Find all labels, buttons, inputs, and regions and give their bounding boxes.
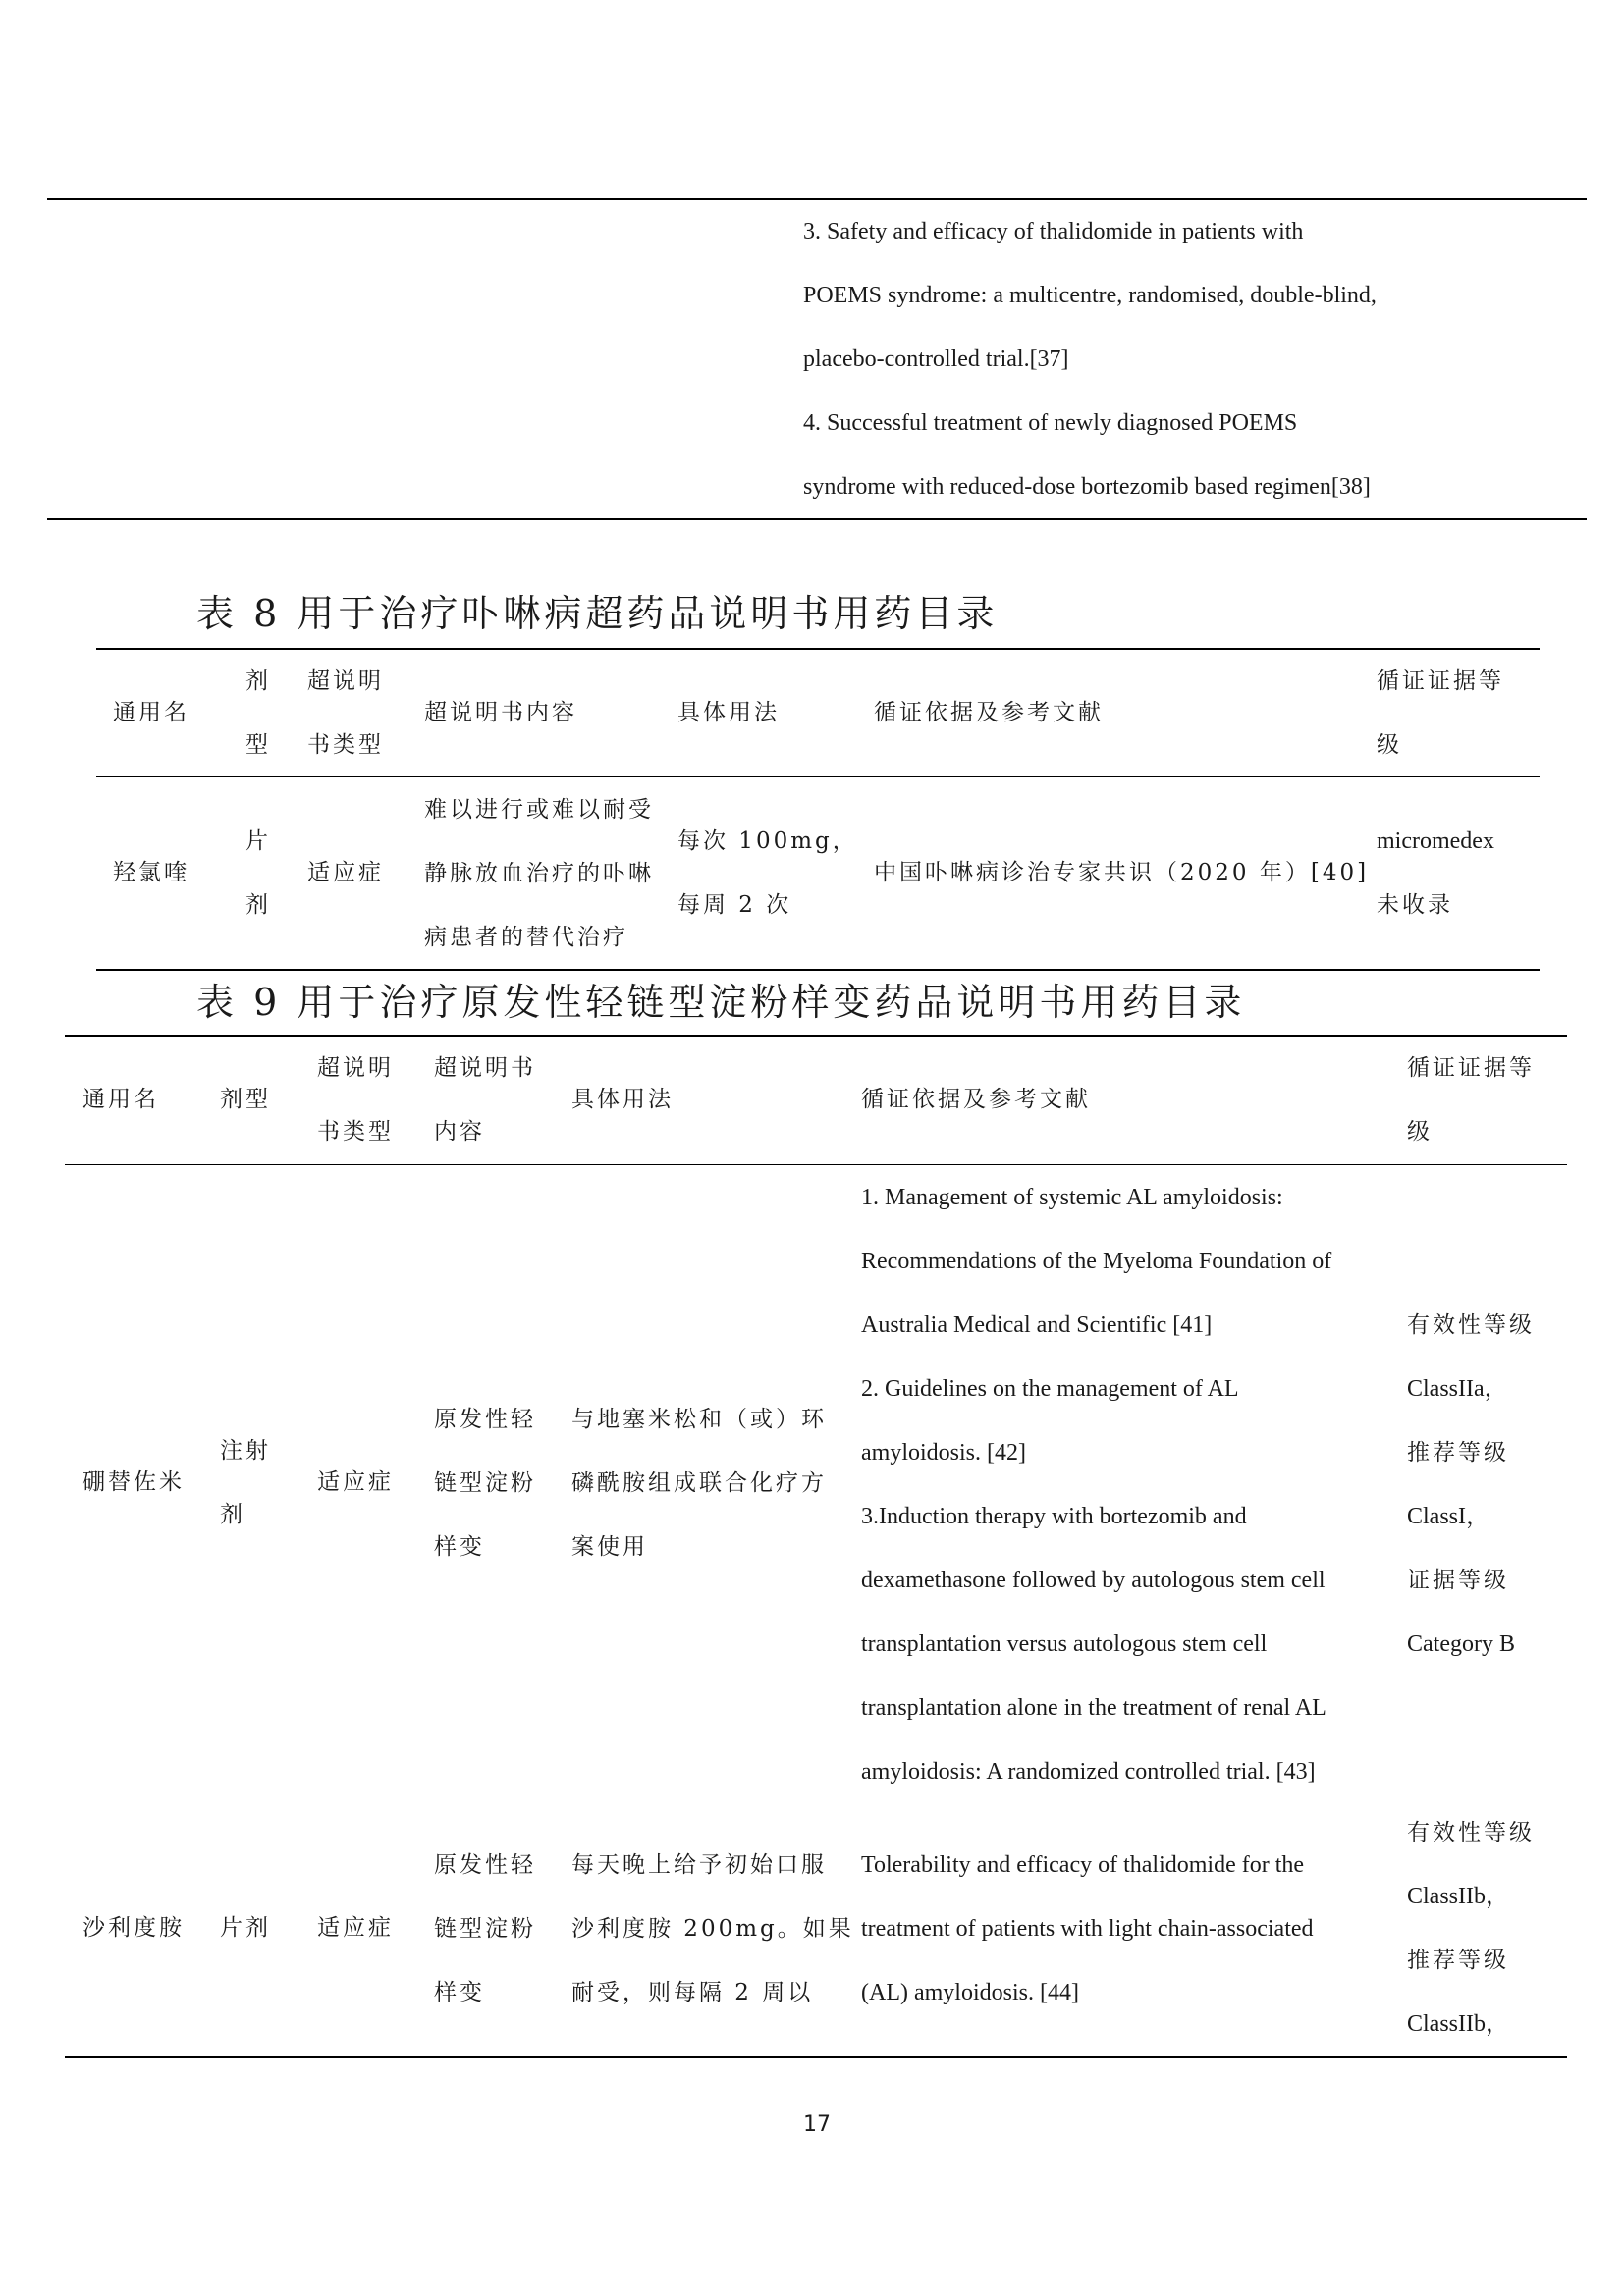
t9-h-content: 超说明书 内容 (434, 1055, 536, 1145)
t8-h-evidence: 循证依据及参考文献 (874, 700, 1104, 725)
t8-r1-content: 难以进行或难以耐受 静脉放血治疗的卟啉 病患者的替代治疗 (424, 797, 654, 950)
t9-h-level: 循证证据等 级 (1407, 1055, 1535, 1145)
t9-r2-evidence: Tolerability and efficacy of thalidomide for the treatment of patients with light chain-associated (AL) amyloidosis. [44] (861, 1852, 1314, 2005)
table9-header-rule (65, 1164, 1567, 1165)
t8-r1-level: micromedex 未收录 (1377, 828, 1494, 918)
t9-r2-type: 适应症 (317, 1915, 394, 1941)
t8-r1-name: 羟氯喹 (113, 860, 189, 885)
t9-r2-level: 有效性等级 ClassIIb， 推荐等级 ClassIIb， (1407, 1820, 1535, 2037)
ref-line: POEMS syndrome: a multicentre, randomised, double-blind, (803, 283, 1377, 308)
t9-r1-evidence: 1. Management of systemic AL amyloidosis: Recommendations of the Myeloma Foundation of Australia Medical and Scientific [41] 2. Guidelines on the management of AL amyloidosis. [42] 3.Induction therapy with bortezomib and dexamethasone followed by autologous stem cell transplantation versus autologous stem cell transplantation alone in the treatment of renal AL amyloidosis: A randomized controlled trial. [43] (861, 1185, 1332, 1785)
ref-line: 4. Successful treatment of newly diagnosed POEMS (803, 410, 1298, 436)
t8-r1-type: 适应症 (307, 860, 384, 885)
cont-refs (803, 200, 1377, 519)
t9-r1-level: 有效性等级 ClassIIa， 推荐等级 ClassI， 证据等级 Category B (1407, 1312, 1535, 1657)
t9-r2-name: 沙利度胺 (82, 1915, 185, 1941)
t8-h-level: 循证证据等 级 (1377, 668, 1504, 758)
table9-bottom-rule (65, 2056, 1567, 2058)
ref-line: 3. Safety and efficacy of thalidomide in patients with (803, 219, 1304, 244)
t8-h-content: 超说明书内容 (424, 700, 577, 725)
t9-h-form: 剂型 (220, 1087, 271, 1112)
t9-h-name: 通用名 (82, 1087, 159, 1112)
ref-line: placebo-controlled trial.[37] (803, 347, 1069, 372)
cont-bottom-rule (47, 518, 1587, 520)
t9-r1-type: 适应症 (317, 1469, 394, 1495)
t8-h-usage: 具体用法 (677, 700, 780, 725)
t9-r2-content: 原发性轻 链型淀粉 样变 (434, 1852, 536, 2005)
t8-r1-evidence: 中国卟啉病诊治专家共识（2020 年）[40] (874, 860, 1370, 885)
table9-top-rule (65, 1035, 1567, 1037)
t9-r2-usage: 每天晚上给予初始口服 沙利度胺 200mg。如果 耐受，则每隔 2 周以 (571, 1852, 854, 2005)
table8-caption: 表 8 用于治疗卟啉病超药品说明书用药目录 (196, 592, 999, 635)
table9-caption: 表 9 用于治疗原发性轻链型淀粉样变药品说明书用药目录 (196, 981, 1246, 1024)
t9-h-evidence: 循证依据及参考文献 (861, 1087, 1091, 1112)
t8-h-name: 通用名 (113, 700, 189, 725)
t8-h-type: 超说明 书类型 (307, 668, 384, 758)
table8-header-rule (96, 776, 1540, 777)
t9-r1-content: 原发性轻 链型淀粉 样变 (434, 1407, 536, 1560)
t9-h-usage: 具体用法 (571, 1087, 674, 1112)
t8-h-form: 剂 型 (245, 668, 271, 758)
t9-r1-usage: 与地塞米松和（或）环 磷酰胺组成联合化疗方 案使用 (571, 1407, 827, 1560)
ref-line: syndrome with reduced-dose bortezomib based regimen[38] (803, 474, 1371, 500)
page-number: 17 (803, 2112, 831, 2137)
t8-r1-form: 片 剂 (245, 828, 271, 918)
t9-r1-form: 注射 剂 (220, 1438, 271, 1527)
t9-r1-name: 硼替佐米 (82, 1469, 185, 1495)
t8-r1-usage: 每次 100mg， 每周 2 次 (677, 828, 858, 918)
table8-bottom-rule (96, 969, 1540, 971)
t9-h-type: 超说明 书类型 (317, 1055, 394, 1145)
t9-r2-form: 片剂 (220, 1915, 271, 1941)
